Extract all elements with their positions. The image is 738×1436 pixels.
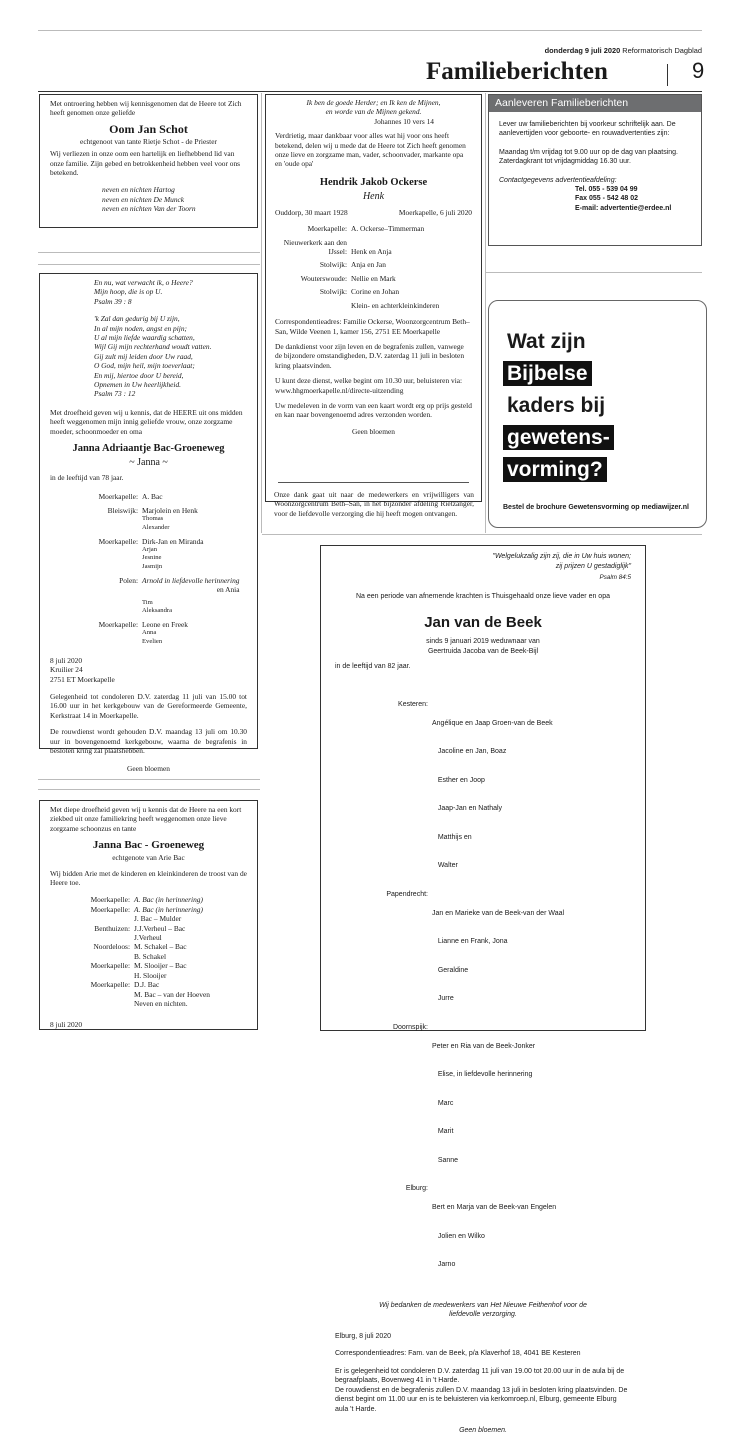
family-line: M. Bac – van der Hoeven <box>134 989 210 999</box>
family-place: Stolwijk: <box>319 287 347 297</box>
family-place: Moerkapelle: <box>307 224 347 234</box>
family-row <box>275 224 472 233</box>
verse-line: 'k Zal dan gedurig bij U zijn, <box>94 314 180 324</box>
ockerse-intro: Verdrietig, maar dankbaar voor alles wat hij voor ons heeft betekend, delen wij u mede dat de Heere tot Zich heeft genomen onze lieve en zorgzame man, vader, schoonvader, markante opa en 'oude opa' <box>275 131 466 169</box>
bac1-verse-2 <box>94 314 247 399</box>
family-row <box>275 301 472 310</box>
aanleveren-p1: Lever uw familieberichten bij voorkeur schriftelijk aan. De aanlevertijden voor geboorte- en rouwadvertenties zijn: <box>499 121 676 138</box>
family-place: Kesteren: <box>398 700 428 708</box>
family-names: A. Bac <box>142 491 163 501</box>
bac1-visit: Gelegenheid tot condoleren D.V. zaterdag 11 juli van 15.00 tot 16.00 uur in het kerkgebouw van de Gereformeerde Gemeente, Kerkstraat 14 in Moerkapelle. <box>50 691 247 720</box>
schot-signer: neven en nichten De Munck <box>102 194 185 204</box>
family-line: Esther en Joop <box>432 776 485 784</box>
family-line: Jurre <box>432 995 454 1002</box>
ockerse-verse-ref: Johannes 10 vers 14 <box>374 116 434 126</box>
column-rule-2 <box>485 93 486 533</box>
grandchild: Jasmijn <box>142 562 163 570</box>
family-names: Leone en Freek <box>142 619 188 629</box>
beek-verse <box>335 552 631 583</box>
verse-line: U al mijn liefde waardig schatten, <box>94 333 195 343</box>
family-place: Papendrecht: <box>386 890 428 898</box>
family-place <box>275 301 351 310</box>
grandchild: Arjan <box>142 546 158 554</box>
beek-service: De rouwdienst en de begrafenis zullen D.V. maandag 13 juli in besloten kring plaatsvinden. De dienst begint om 11.00 uur en is te beluisteren via kerkomroep.nl, Elburg, gemeente Elburg aula 't Harde. <box>335 1386 628 1413</box>
rule-col1-d <box>38 789 260 790</box>
bac1-family <box>50 492 247 646</box>
family-line: A. Bac (in herinnering) <box>134 895 203 905</box>
family-place: Moerkapelle: <box>90 961 130 971</box>
bac1-nickname: ~ Janna ~ <box>129 457 168 469</box>
schot-signers <box>102 185 247 213</box>
header-dateline <box>545 46 702 55</box>
address-line: 8 juli 2020 <box>50 655 83 665</box>
family-line: Walter <box>432 862 458 869</box>
family-place: Moerkapelle: <box>90 895 130 905</box>
family-row <box>50 905 247 924</box>
bac2-spouse: echtgenote van Arie Bac <box>112 853 185 863</box>
ad-line: Bijbelse <box>503 361 592 386</box>
family-place: Nieuwerkerk aan den IJssel: <box>283 237 347 257</box>
family-line: Geraldine <box>432 966 469 974</box>
family-line: H. Slooijer <box>134 970 167 980</box>
ad-headline <box>503 326 614 486</box>
info-box-aanleveren <box>488 94 702 246</box>
notice-ockerse <box>265 94 482 502</box>
beek-widow-of: Geertruida Jacoba van de Beek-Bijl <box>427 647 539 655</box>
grandchild: Alexander <box>142 523 170 531</box>
beek-visit: Er is gelegenheid tot condoleren D.V. zaterdag 11 juli van 19.00 tot 20.00 uur in de aula bij de begraafplaats, Bovenweg 41 in 't Harde. <box>335 1367 625 1384</box>
schot-body: Wij verliezen in onze oom een hartelijk en liefhebbend lid van onze familie. Zijn gebed en betrokkenheid hebben veel voor ons betekend. <box>50 149 241 178</box>
family-line: Peter en Ria van de Beek-Jonker <box>432 1042 536 1050</box>
family-row <box>335 890 631 1004</box>
header-paper: Reformatorisch Dagblad <box>622 46 702 55</box>
aanleveren-contact-label: Contactgegevens advertentieafdeling: <box>499 176 617 184</box>
section-title: Familieberichten <box>426 58 608 85</box>
verse-line: Opnemen in Uw heerlijkheid. <box>94 380 182 390</box>
title-divider <box>667 64 668 86</box>
verse-line: Psalm 39 : 8 <box>94 296 132 306</box>
family-line: Jolien en Wilko <box>432 1232 485 1240</box>
family-place: Moerkapelle: <box>98 619 138 629</box>
beek-age: in de leeftijd van 82 jaar. <box>335 663 411 670</box>
header-rule-bottom <box>38 91 702 92</box>
ockerse-born: Ouddorp, 30 maart 1928 <box>275 207 348 217</box>
schot-intro: Met ontroering hebben wij kennisgenomen dat de Heere tot Zich heeft genomen onze geliefde <box>50 99 242 118</box>
family-line: Jan en Marieke van de Beek-van der Waal <box>432 909 565 917</box>
family-place: Polen: <box>119 575 138 585</box>
aanleveren-body <box>489 112 701 221</box>
family-row <box>50 924 247 943</box>
notice-bac-groeneweg-2 <box>39 800 258 1030</box>
notice-van-de-beek <box>320 545 646 1434</box>
beek-name: Jan van de Beek <box>424 614 542 631</box>
address-line: 2751 ET Moerkapelle <box>50 674 115 684</box>
column-rule-1 <box>261 93 262 533</box>
family-row <box>275 238 472 257</box>
family-place: Stolwijk: <box>319 260 347 270</box>
aanleveren-contact <box>575 185 691 213</box>
aanleveren-fax: Fax 055 - 542 48 02 <box>575 195 639 203</box>
bac1-flowers: Geen bloemen <box>127 764 170 774</box>
family-row <box>50 506 247 532</box>
family-names: Dirk-Jan en Miranda <box>142 536 204 546</box>
beek-thanks: Wij bedanken de medewerkers van Het Nieuwe Feithenhof voor de liefdevolle verzorging. <box>379 1301 587 1318</box>
family-line: Bert en Marja van de Beek-van Engelen <box>432 1204 557 1211</box>
family-line: Jarno <box>432 1261 456 1268</box>
bac2-name: Janna Bac - Groeneweg <box>92 839 205 852</box>
ockerse-correspondence: Correspondentieadres: Familie Ockerse, Woonzorgcentrum Beth–San, Wilde Veenen 1, kamer 156, 2751 EE Moerkapelle <box>275 317 470 336</box>
family-line: Angélique en Jaap Groen-van de Beek <box>432 719 553 727</box>
family-row <box>50 980 247 1008</box>
family-names: Corine en Johan <box>351 287 400 297</box>
verse-line: Ik ben de goede Herder; en Ik ken de Mijnen, <box>306 98 441 107</box>
family-row <box>275 260 472 269</box>
ockerse-dates <box>275 208 472 217</box>
family-row <box>50 576 247 615</box>
grandchild: Tim <box>142 598 153 606</box>
family-line: M. Slooijer – Bac <box>134 961 187 971</box>
family-line: Sanne <box>432 1156 459 1164</box>
rule-col3 <box>486 272 702 273</box>
verse-line: O God, mijn heil, mijn toeverlaat; <box>94 361 195 371</box>
family-row <box>275 287 472 296</box>
grandchild: Aleksandra <box>142 606 173 614</box>
family-line: B. Schakel <box>134 951 167 961</box>
grandchild: Evelien <box>142 637 163 645</box>
ockerse-thanks: Onze dank gaat uit naar de medewerkers en vrijwilligers van Woonzorgcentrum Beth–San, in het bijzonder afdeling Rietzanger, voor de liefdevolle verzorging die hij heeft mogen ontvangen. <box>274 490 474 518</box>
header-date: donderdag 9 juli 2020 <box>544 46 621 55</box>
family-names: Marjolein en Henk <box>142 505 198 515</box>
verse-line: Wijl Gij mijn rechterhand woudt vatten. <box>94 342 212 352</box>
family-line: Neven en nichten. <box>134 998 188 1008</box>
family-names: A. Ockerse–Timmerman <box>351 224 425 234</box>
ockerse-name: Hendrik Jakob Ockerse <box>319 176 428 188</box>
verse-line: En nu, wat verwacht ik, o Heere? <box>94 278 193 287</box>
notice-bac-groeneweg-1 <box>39 273 258 774</box>
ockerse-listen: U kunt deze dienst, welke begint om 10.30 uur, beluisteren via: <box>275 376 463 386</box>
schot-signer: neven en nichten Hartog <box>102 185 175 195</box>
family-line: J.Verheul <box>134 933 162 943</box>
schot-name: Oom Jan Schot <box>109 121 188 136</box>
verse-line: In al mijn noden, angst en pijn; <box>94 323 187 333</box>
ockerse-died: Moerkapelle, 6 juli 2020 <box>398 207 472 217</box>
family-row <box>50 942 247 961</box>
family-line: J.J.Verheul – Bac <box>134 923 186 933</box>
ad-line: vorming? <box>503 457 607 482</box>
family-names: Klein- en achterkleinkinderen <box>351 300 440 310</box>
bac1-intro: Met droefheid geven wij u kennis, dat de HEERE uit ons midden heeft weggenomen mijn innig geliefde vrouw, onze zorgzame moeder, schoonmoeder en oma <box>50 407 243 436</box>
family-row <box>335 1023 631 1166</box>
ockerse-family <box>275 224 472 310</box>
verse-line: Mijn hoop, die is op U. <box>94 287 163 297</box>
family-place: Benthuizen: <box>94 923 130 933</box>
bac2-prayer: Wij bidden Arie met de kinderen en kleinkinderen de troost van de Heere toe. <box>50 868 247 888</box>
verse-ref: Psalm 84:5 <box>599 574 631 581</box>
family-row <box>50 961 247 980</box>
header-rule-top <box>38 30 702 31</box>
beek-correspondence: Correspondentieadres: Fam. van de Beek, p/a Klaverhof 18, 4041 BE Kesteren <box>335 1350 581 1357</box>
family-row <box>50 620 247 646</box>
beek-family <box>335 681 631 1289</box>
beek-intro: Na een periode van afnemende krachten is Thuisgehaald onze lieve vader en opa <box>356 592 610 600</box>
notice-schot <box>39 94 258 228</box>
aanleveren-p2: Maandag t/m vrijdag tot 9.00 uur op de dag van plaatsing. Zaterdagkrant tot vrijdagmiddag 16.30 uur. <box>499 148 679 166</box>
family-names: Henk en Anja <box>351 247 392 257</box>
ad-line: kaders bij <box>507 394 606 417</box>
family-names: Nellie en Mark <box>351 273 396 283</box>
family-line: Jacoline en Jan, Boaz <box>432 748 507 755</box>
family-place: Noordeloos: <box>93 942 130 952</box>
schot-signer: neven en nichten Van der Toorn <box>102 204 196 214</box>
family-place: Elburg: <box>405 1185 428 1192</box>
aanleveren-email[interactable]: E-mail: advertentie@erdee.nl <box>575 204 672 212</box>
ad-cta[interactable]: Bestel de brochure Gewetensvorming op mediawijzer.nl <box>503 504 689 511</box>
family-row <box>50 537 247 571</box>
family-place: Moerkapelle: <box>90 904 130 914</box>
grandchild: Anna <box>142 629 157 637</box>
ad-gewetensvorming[interactable] <box>488 300 707 528</box>
ockerse-verse <box>275 98 472 117</box>
family-line: D.J. Bac <box>134 980 160 990</box>
family-place: Doornspijk: <box>392 1023 428 1031</box>
family-line: Elise, in liefdevolle herinnering <box>432 1071 533 1078</box>
aanleveren-title: Aanleveren Familieberichten <box>489 95 701 112</box>
family-line: Marc <box>432 1099 454 1107</box>
family-place: Wouterswoude: <box>300 273 347 283</box>
family-place: Moerkapelle: <box>90 980 130 990</box>
ockerse-nickname: Henk <box>362 190 385 202</box>
ad-line-highlight <box>503 358 614 390</box>
family-names: en Ania <box>216 585 240 595</box>
verse-line: En mij, hiertoe door U bereid, <box>94 370 184 380</box>
bac1-address <box>50 656 247 684</box>
bac2-intro: Met diepe droefheid geven wij u kennis dat de Heere na een kort ziekbed uit onze familiekring heeft weggenomen onze lieve zorgzame schoonzus en tante <box>50 805 242 833</box>
family-row <box>275 274 472 283</box>
ockerse-flowers: Geen bloemen <box>352 426 395 436</box>
ad-line: gewetens- <box>503 425 614 450</box>
verse-line: en worde van de Mijnen gekend. <box>325 107 422 117</box>
aanleveren-tel[interactable]: Tel. 055 - 539 04 99 <box>575 186 638 194</box>
family-row <box>50 492 247 501</box>
ockerse-condolence: Uw medeleven in de vorm van een kaart wordt erg op prijs gesteld en kan naar bovengenoemd adres verzonden worden. <box>275 400 472 420</box>
family-place: Bleiswijk: <box>107 505 138 515</box>
ad-line-highlight <box>503 422 614 454</box>
family-line: Matthijs en <box>432 833 472 841</box>
beek-date: Elburg, 8 juli 2020 <box>335 1332 392 1340</box>
rule-col2-bottom <box>262 534 702 535</box>
ockerse-thanksgiving: De dankdienst voor zijn leven en de begrafenis zullen, vanwege de bijzondere omstandigheden, D.V. zaterdag 11 juli in besloten kring plaatsvinden. <box>275 341 465 370</box>
rule-col1-b <box>38 264 260 265</box>
family-names: Anja en Jan <box>351 260 386 270</box>
grandchild: Thomas <box>142 515 164 523</box>
rule-col1-a <box>38 252 260 253</box>
family-place: Moerkapelle: <box>98 491 138 501</box>
ockerse-divider <box>278 482 469 483</box>
family-line: Lianne en Frank, Jona <box>432 938 508 945</box>
family-place: Moerkapelle: <box>98 536 138 546</box>
grandchild: Jesnine <box>142 554 162 562</box>
family-line: A. Bac (in herinnering) <box>134 904 203 914</box>
bac1-name: Janna Adriaantje Bac-Groeneweg <box>72 443 225 455</box>
ockerse-url[interactable]: www.hhgmoerkapelle.nl/directe-uitzending <box>275 385 404 395</box>
verse-line: zij prijzen U gestadiglijk" <box>555 562 631 570</box>
bac2-date: 8 juli 2020 <box>50 1020 83 1030</box>
rule-col1-c <box>38 779 260 780</box>
page-number: 9 <box>692 58 705 83</box>
bac2-family <box>50 895 247 1008</box>
beek-since: sinds 9 januari 2019 weduwnaar van <box>426 638 540 645</box>
verse-line: Psalm 73 : 12 <box>94 389 136 399</box>
bac1-age: in de leeftijd van 78 jaar. <box>50 473 124 483</box>
ad-line-highlight <box>503 454 614 486</box>
family-line: J. Bac – Mulder <box>134 914 182 924</box>
verse-line: Gij zult mij leiden door Uw raad, <box>94 351 193 361</box>
family-line: Jaap-Jan en Nathaly <box>432 805 503 812</box>
address-line: Kruilier 24 <box>50 665 83 675</box>
verse-line: "Welgelukzalig zijn zij, die in Uw huis wonen; <box>492 553 631 560</box>
family-names: Arnold in liefdevolle herinnering <box>142 575 240 585</box>
family-line: Marit <box>432 1128 454 1135</box>
family-row <box>335 1184 631 1270</box>
beek-flowers: Geen bloemen. <box>459 1427 507 1434</box>
bac1-verse-1 <box>94 278 247 306</box>
family-row <box>335 700 631 871</box>
family-line: M. Schakel – Bac <box>134 942 187 952</box>
ad-line: Wat zijn <box>507 330 586 353</box>
family-row <box>50 895 247 904</box>
bac1-service: De rouwdienst wordt gehouden D.V. maandag 13 juli om 10.30 uur in bovengenoemd kerkgebouw, waarna de begrafenis in besloten kring zal plaatshebben. <box>50 727 247 756</box>
schot-spouse: echtgenoot van tante Rietje Schot - de Priester <box>80 136 217 146</box>
